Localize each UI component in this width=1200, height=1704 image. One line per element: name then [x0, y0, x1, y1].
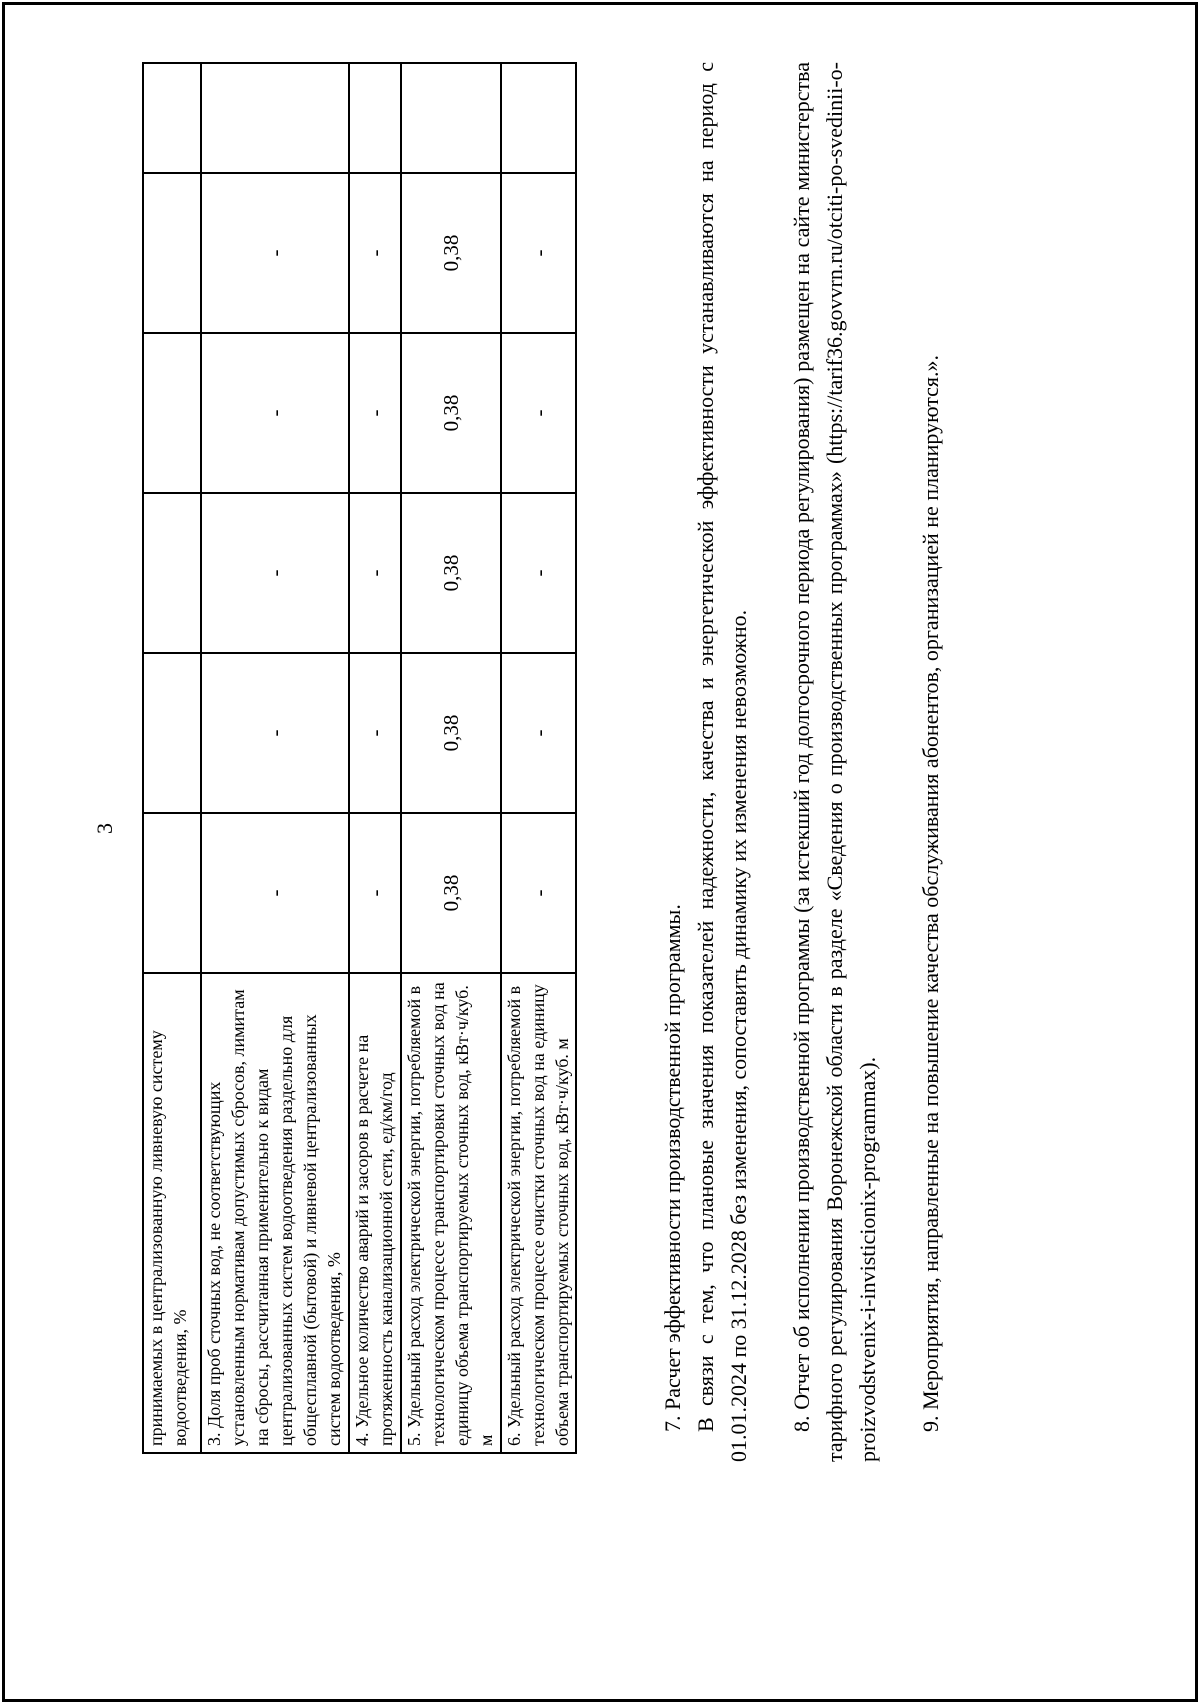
- indicator-value: [143, 493, 201, 653]
- indicator-value: [349, 63, 401, 173]
- indicator-value: -: [201, 173, 349, 333]
- indicator-value: 0,38: [401, 333, 501, 493]
- indicator-value: -: [349, 173, 401, 333]
- indicator-label: 4. Удельное количество аварий и засоров в расчете на протяженность канализационной сети, ед/км/год: [349, 973, 401, 1453]
- table-row: [349, 63, 401, 1453]
- indicator-value: -: [349, 493, 401, 653]
- indicator-value: [401, 63, 501, 173]
- indicator-label: 3. Доля проб сточных вод, не соответствующих установленным нормативам допустимых сбросов, лимитам на сбросы, рассчитанная применительно к видам централизованных систем водоотведения раздельно для общесплавной (бытовой) и ливневой централизованных систем водоотведения, %: [201, 973, 349, 1453]
- document-body: [656, 62, 947, 1462]
- indicator-value: [501, 63, 576, 173]
- indicator-value: -: [501, 653, 576, 813]
- indicator-value: -: [501, 493, 576, 653]
- indicator-value: [143, 653, 201, 813]
- page-number: 3: [92, 823, 117, 834]
- indicator-value: -: [501, 813, 576, 973]
- indicator-value: 0,38: [401, 653, 501, 813]
- indicator-value: [201, 63, 349, 173]
- indicator-value: -: [201, 813, 349, 973]
- indicator-value: -: [501, 173, 576, 333]
- indicator-label: 5. Удельный расход электрической энергии, потребляемой в технологическом процессе транспортировки сточных вод на единицу объема транспортируемых сточных вод, кВт·ч/куб. м: [401, 973, 501, 1453]
- indicator-value: -: [349, 653, 401, 813]
- indicator-value: [143, 173, 201, 333]
- indicator-label: 6. Удельный расход электрической энергии, потребляемой в технологическом процессе очистки сточных вод на единицу объема транспортируемых сточных вод, кВт·ч/куб. м: [501, 973, 576, 1453]
- indicator-value: 0,38: [401, 173, 501, 333]
- indicator-value: -: [349, 813, 401, 973]
- table-row: [501, 63, 576, 1453]
- table-row: [143, 63, 201, 1453]
- indicator-value: -: [501, 333, 576, 493]
- table-row: [201, 63, 349, 1453]
- indicator-value: [143, 333, 201, 493]
- indicator-value: [143, 813, 201, 973]
- indicators-table: [142, 62, 577, 1454]
- indicator-value: 0,38: [401, 493, 501, 653]
- indicator-value: -: [349, 333, 401, 493]
- section-7-paragraph: В связи с тем, что плановые значения показателей надежности, качества и энергетической эффективности устанавливаются на период с 01.01.2024 по 31.12.2028 без изменения, сопоставить динамику их изменения невозможно.: [693, 62, 751, 1462]
- section-8-paragraph: 8. Отчет об исполнении производственной программы (за истекший год долгосрочного периода регулирования) размещен на сайте министерства тарифного регулирования Воронежской области в разделе «Сведения о производственных программах» (https://tarif36.govvrn.ru/otciti-po-svedinii-o-proizvodstvenix-i-invisticionix-programmax).: [789, 62, 880, 1462]
- section-7-heading: 7. Расчет эффективности производственной программы.: [660, 904, 685, 1432]
- indicator-value: -: [201, 653, 349, 813]
- table-row: [401, 63, 501, 1453]
- indicator-value: -: [201, 493, 349, 653]
- indicator-label: принимаемых в централизованную ливневую систему водоотведения, %: [143, 973, 201, 1453]
- indicator-value: [143, 63, 201, 173]
- indicator-value: 0,38: [401, 813, 501, 973]
- section-9-paragraph: 9. Мероприятия, направленные на повышение качества обслуживания абонентов, организацией не планируются.».: [918, 354, 943, 1432]
- indicator-value: -: [201, 333, 349, 493]
